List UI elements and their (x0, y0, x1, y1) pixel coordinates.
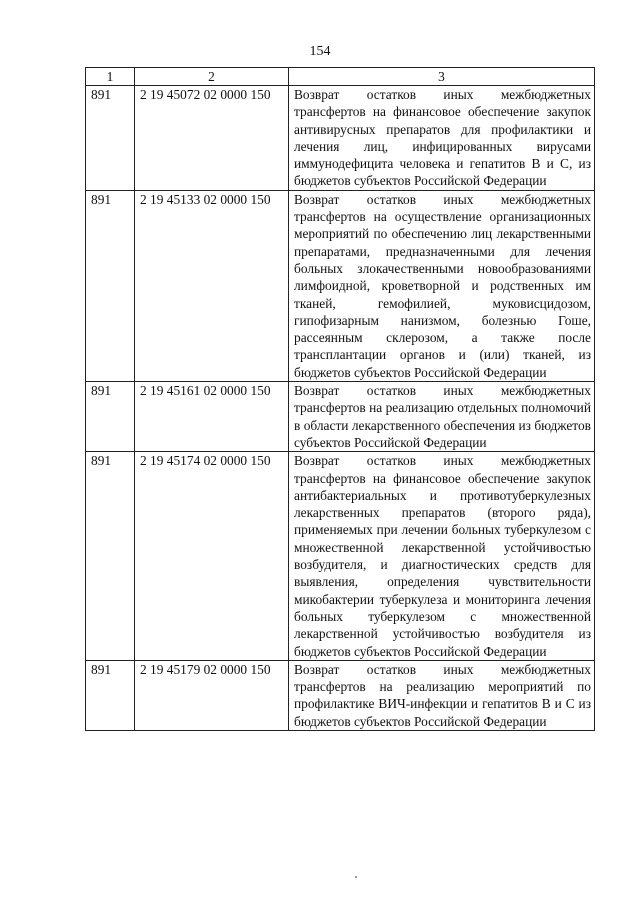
description-cell: Возврат остатков иных межбюджетных трансфертов на финансовое обеспечение закупок антибактериальных и противотуберкулезных лекарственных препаратов (второго ряда), применяемых при лечении больных туберкулезом с множественной лекарственной устойчивостью возбудителя, и диагностических средств для выявления, определения чувствительности микобактерии туберкулеза и мониторинга лечения больных туберкулезом с множественной лекарственной устойчивостью возбудителя из бюджетов субъектов Российской Федерации (289, 452, 595, 661)
admin-code-cell: 891 (86, 452, 135, 661)
table-header-row (86, 68, 595, 86)
description-cell: Возврат остатков иных межбюджетных трансфертов на финансовое обеспечение закупок антивирусных препаратов для профилактики и лечения лиц, инфицированных вирусами иммунодефицита человека и гепатитов В и С, из бюджетов субъектов Российской Федерации (289, 86, 595, 191)
kbk-code-cell: 2 19 45133 02 0000 150 (135, 190, 289, 381)
column-header-3: 3 (289, 68, 595, 86)
kbk-code-cell: 2 19 45072 02 0000 150 (135, 86, 289, 191)
table-row (86, 660, 595, 730)
description-cell: Возврат остатков иных межбюджетных трансфертов на осуществление организационных мероприятий по обеспечению лиц лекарственными препаратами, предназначенными для лечения больных злокачественными новообразованиями лимфоидной, кроветворной и родственных им тканей, гемофилией, муковисцидозом, гипофизарным нанизмом, болезнью Гоше, рассеянным склерозом, а также после трансплантации органов и (или) тканей, из бюджетов субъектов Российской Федерации (289, 190, 595, 381)
table-row (86, 382, 595, 452)
kbk-code-cell: 2 19 45161 02 0000 150 (135, 382, 289, 452)
scan-dot (355, 876, 357, 878)
table-row (86, 86, 595, 191)
description-cell: Возврат остатков иных межбюджетных трансфертов на реализацию отдельных полномочий в области лекарственного обеспечения из бюджетов субъектов Российской Федерации (289, 382, 595, 452)
table-row (86, 190, 595, 381)
kbk-code-cell: 2 19 45174 02 0000 150 (135, 452, 289, 661)
admin-code-cell: 891 (86, 86, 135, 191)
admin-code-cell: 891 (86, 190, 135, 381)
admin-code-cell: 891 (86, 382, 135, 452)
kbk-code-cell: 2 19 45179 02 0000 150 (135, 660, 289, 730)
budget-classification-table (85, 67, 595, 731)
table-row (86, 452, 595, 661)
description-cell: Возврат остатков иных межбюджетных трансфертов на реализацию мероприятий по профилактике ВИЧ-инфекции и гепатитов В и С из бюджетов субъектов Российской Федерации (289, 660, 595, 730)
column-header-2: 2 (135, 68, 289, 86)
admin-code-cell: 891 (86, 660, 135, 730)
page-number: 154 (309, 44, 331, 59)
column-header-1: 1 (86, 68, 135, 86)
